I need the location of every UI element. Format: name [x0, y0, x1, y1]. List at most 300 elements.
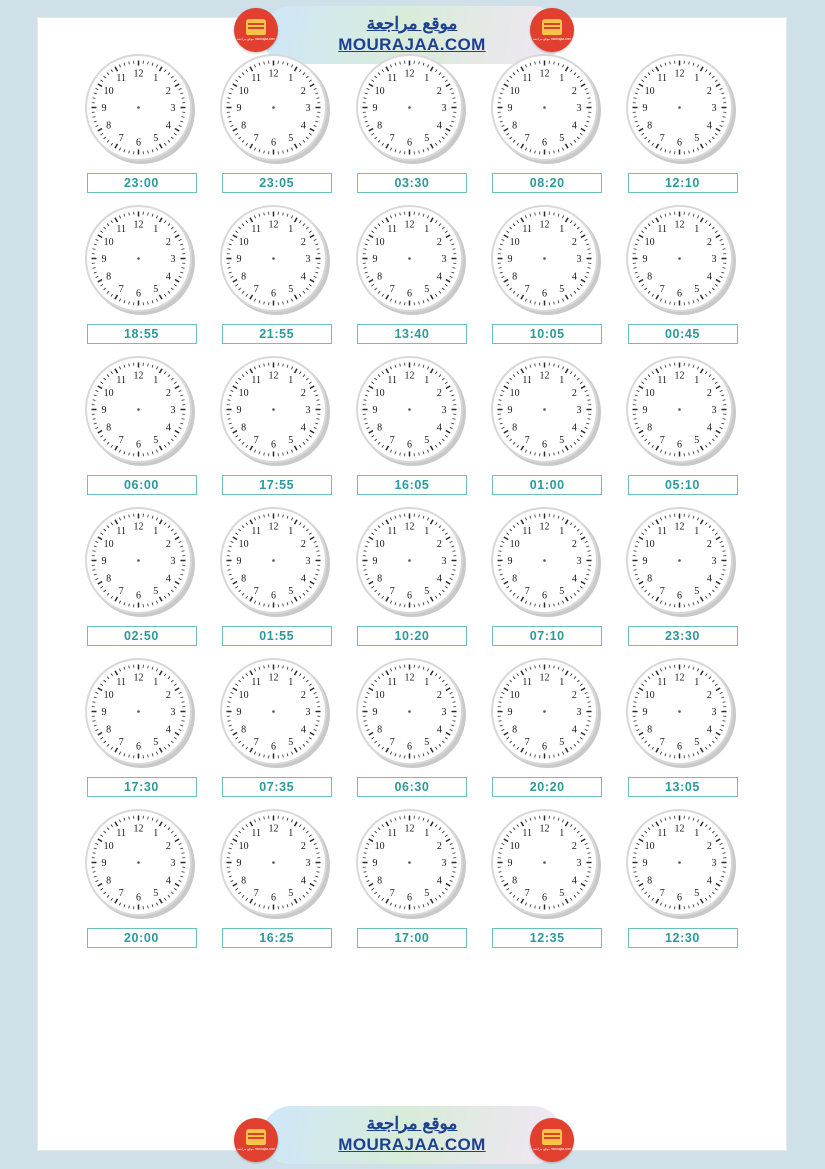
svg-text:4: 4 [436, 271, 442, 283]
svg-text:8: 8 [511, 271, 517, 283]
svg-text:1: 1 [694, 224, 700, 236]
clock-face [491, 658, 604, 771]
worksheet-sheet [38, 14, 786, 1154]
svg-text:2: 2 [571, 85, 577, 97]
svg-text:10: 10 [238, 387, 249, 399]
svg-text:9: 9 [642, 858, 648, 870]
svg-text:7: 7 [254, 132, 259, 144]
clock-dial [491, 507, 598, 614]
svg-text:5: 5 [153, 887, 159, 899]
time-label: 20:20 [492, 777, 602, 797]
svg-text:8: 8 [376, 724, 382, 736]
svg-text:8: 8 [647, 120, 653, 132]
clock-row [78, 356, 746, 495]
clock-face [356, 54, 469, 167]
clock-cell [78, 54, 205, 193]
svg-text:4: 4 [436, 724, 442, 736]
svg-text:12: 12 [404, 672, 414, 684]
clock-face [85, 809, 198, 922]
svg-text:11: 11 [522, 526, 532, 538]
time-label: 03:30 [357, 173, 467, 193]
clock-face [356, 507, 469, 620]
svg-text:11: 11 [251, 224, 262, 236]
clock-cell [349, 54, 476, 193]
site-logo-icon [234, 1118, 278, 1162]
svg-text:8: 8 [376, 875, 382, 887]
svg-text:12: 12 [268, 672, 279, 684]
svg-text:3: 3 [441, 103, 446, 115]
svg-text:11: 11 [522, 677, 532, 689]
svg-text:8: 8 [241, 875, 247, 887]
time-label: 02:50 [87, 626, 197, 646]
clock-face [85, 205, 198, 318]
svg-text:8: 8 [106, 724, 112, 736]
svg-text:1: 1 [423, 526, 429, 538]
svg-text:10: 10 [644, 840, 655, 852]
svg-text:10: 10 [509, 689, 520, 701]
svg-text:6: 6 [677, 288, 682, 300]
svg-text:5: 5 [153, 736, 159, 748]
svg-text:4: 4 [571, 875, 577, 887]
svg-text:7: 7 [659, 132, 665, 144]
svg-text:3: 3 [711, 405, 717, 417]
clock-cell [349, 356, 476, 495]
clock-dial [356, 507, 463, 614]
svg-text:6: 6 [271, 439, 277, 451]
svg-text:4: 4 [706, 422, 712, 434]
svg-text:11: 11 [251, 677, 262, 689]
logo-mark-icon [542, 1129, 562, 1145]
svg-text:10: 10 [238, 236, 249, 248]
clock-row [78, 54, 746, 193]
svg-text:4: 4 [165, 573, 171, 585]
svg-text:3: 3 [441, 556, 446, 568]
clock-cell [349, 809, 476, 948]
svg-text:11: 11 [657, 526, 668, 538]
svg-text:9: 9 [101, 556, 107, 568]
svg-text:11: 11 [522, 828, 532, 840]
svg-text:12: 12 [133, 370, 144, 382]
svg-text:12: 12 [133, 823, 144, 835]
clock-dial [220, 54, 327, 161]
svg-text:2: 2 [706, 85, 712, 97]
svg-text:8: 8 [511, 422, 517, 434]
svg-text:6: 6 [136, 137, 141, 149]
svg-text:1: 1 [153, 828, 159, 840]
svg-text:5: 5 [423, 434, 429, 446]
svg-text:3: 3 [305, 405, 311, 417]
svg-text:4: 4 [436, 875, 442, 887]
svg-text:6: 6 [541, 439, 547, 451]
svg-text:12: 12 [674, 672, 685, 684]
clock-row [78, 507, 746, 646]
clock-dial [626, 809, 733, 916]
clock-face [626, 658, 739, 771]
svg-text:7: 7 [524, 434, 530, 446]
logo-caption: موقع مراجعة mourajaa.com [532, 37, 572, 41]
time-label: 10:05 [492, 324, 602, 344]
time-label: 06:00 [87, 475, 197, 495]
svg-text:7: 7 [659, 736, 665, 748]
svg-text:6: 6 [271, 288, 277, 300]
svg-text:11: 11 [116, 526, 127, 538]
clock-cell [213, 54, 340, 193]
svg-text:6: 6 [406, 439, 412, 451]
logo-mark-icon [246, 1129, 266, 1145]
svg-text:10: 10 [509, 538, 520, 550]
svg-text:6: 6 [136, 741, 141, 753]
time-label: 17:00 [357, 928, 467, 948]
svg-text:11: 11 [251, 526, 262, 538]
svg-text:5: 5 [694, 283, 700, 295]
svg-text:11: 11 [386, 677, 397, 689]
svg-text:12: 12 [268, 370, 279, 382]
clock-dial [626, 658, 733, 765]
svg-text:2: 2 [165, 85, 171, 97]
svg-text:2: 2 [301, 236, 307, 248]
svg-text:10: 10 [644, 85, 655, 97]
clock-cell [484, 658, 611, 797]
svg-text:1: 1 [288, 526, 294, 538]
svg-text:12: 12 [404, 370, 414, 382]
svg-text:7: 7 [254, 585, 259, 597]
svg-text:3: 3 [170, 254, 176, 266]
svg-text:1: 1 [694, 526, 700, 538]
svg-text:6: 6 [136, 439, 141, 451]
time-label: 10:20 [357, 626, 467, 646]
svg-text:11: 11 [116, 375, 127, 387]
site-logo-icon [234, 8, 278, 52]
svg-text:7: 7 [659, 585, 665, 597]
svg-text:1: 1 [559, 224, 564, 236]
svg-text:4: 4 [436, 120, 442, 132]
time-label: 07:10 [492, 626, 602, 646]
svg-text:9: 9 [507, 103, 513, 115]
svg-text:9: 9 [236, 405, 242, 417]
time-label: 00:45 [628, 324, 738, 344]
svg-text:6: 6 [541, 590, 547, 602]
svg-text:3: 3 [170, 405, 176, 417]
svg-text:2: 2 [165, 689, 171, 701]
svg-text:5: 5 [288, 132, 294, 144]
svg-text:7: 7 [118, 132, 124, 144]
svg-text:6: 6 [677, 741, 682, 753]
time-label: 07:35 [222, 777, 332, 797]
svg-text:6: 6 [541, 288, 547, 300]
svg-text:4: 4 [571, 573, 577, 585]
site-logo-icon [530, 1118, 574, 1162]
svg-text:12: 12 [133, 521, 144, 533]
time-label: 12:35 [492, 928, 602, 948]
svg-text:3: 3 [576, 858, 582, 870]
clock-face [491, 205, 604, 318]
svg-text:8: 8 [106, 573, 112, 585]
clock-face [220, 507, 333, 620]
svg-text:10: 10 [374, 236, 385, 248]
svg-text:10: 10 [374, 85, 385, 97]
clock-grid [78, 54, 746, 948]
svg-text:12: 12 [133, 68, 144, 80]
clock-cell [78, 205, 205, 344]
svg-text:11: 11 [657, 375, 668, 387]
svg-text:8: 8 [647, 724, 653, 736]
clock-face [220, 809, 333, 922]
svg-text:9: 9 [507, 858, 513, 870]
svg-text:5: 5 [694, 434, 700, 446]
clock-cell [213, 658, 340, 797]
svg-text:6: 6 [406, 137, 412, 149]
svg-text:12: 12 [133, 219, 144, 231]
svg-text:10: 10 [103, 538, 114, 550]
svg-text:10: 10 [103, 387, 114, 399]
svg-text:5: 5 [288, 887, 294, 899]
clock-face [356, 809, 469, 922]
svg-text:9: 9 [236, 556, 242, 568]
svg-text:12: 12 [674, 370, 685, 382]
svg-text:6: 6 [541, 741, 547, 753]
clock-face [356, 658, 469, 771]
svg-text:8: 8 [241, 120, 247, 132]
svg-text:11: 11 [657, 73, 668, 85]
svg-text:3: 3 [441, 405, 446, 417]
svg-text:1: 1 [288, 375, 294, 387]
svg-text:5: 5 [559, 887, 564, 899]
svg-text:1: 1 [559, 677, 564, 689]
clock-dial [85, 54, 192, 161]
svg-text:8: 8 [241, 422, 247, 434]
svg-text:1: 1 [288, 828, 294, 840]
svg-text:12: 12 [133, 672, 144, 684]
svg-text:9: 9 [372, 707, 377, 719]
time-label: 13:40 [357, 324, 467, 344]
svg-text:9: 9 [642, 707, 648, 719]
svg-text:4: 4 [571, 271, 577, 283]
svg-text:8: 8 [106, 422, 112, 434]
svg-text:11: 11 [386, 828, 397, 840]
svg-text:7: 7 [389, 887, 395, 899]
svg-text:2: 2 [301, 538, 307, 550]
clock-dial [626, 205, 733, 312]
clock-dial [85, 356, 192, 463]
svg-text:3: 3 [305, 858, 311, 870]
svg-text:8: 8 [241, 573, 247, 585]
site-logo-icon [530, 8, 574, 52]
svg-text:9: 9 [642, 556, 648, 568]
svg-text:1: 1 [288, 73, 294, 85]
svg-text:1: 1 [423, 677, 429, 689]
svg-text:2: 2 [706, 387, 712, 399]
svg-text:4: 4 [301, 724, 307, 736]
svg-text:11: 11 [522, 375, 532, 387]
clock-dial [220, 809, 327, 916]
svg-text:6: 6 [136, 892, 141, 904]
svg-text:12: 12 [674, 823, 685, 835]
svg-text:9: 9 [507, 707, 513, 719]
svg-text:2: 2 [436, 840, 442, 852]
svg-text:8: 8 [647, 573, 653, 585]
svg-text:3: 3 [170, 707, 176, 719]
svg-text:6: 6 [136, 288, 141, 300]
logo-mark-icon [542, 19, 562, 35]
clock-dial [356, 658, 463, 765]
svg-text:10: 10 [374, 689, 385, 701]
time-label: 13:05 [628, 777, 738, 797]
clock-face [220, 54, 333, 167]
svg-text:3: 3 [711, 556, 717, 568]
svg-text:7: 7 [118, 585, 124, 597]
clock-cell [349, 205, 476, 344]
svg-text:7: 7 [524, 736, 530, 748]
svg-text:11: 11 [657, 677, 668, 689]
svg-text:11: 11 [386, 526, 397, 538]
svg-text:1: 1 [559, 73, 564, 85]
svg-text:2: 2 [165, 387, 171, 399]
svg-text:6: 6 [677, 892, 682, 904]
svg-text:8: 8 [241, 724, 247, 736]
svg-text:6: 6 [677, 590, 682, 602]
time-label: 05:10 [628, 475, 738, 495]
svg-text:12: 12 [539, 823, 550, 835]
svg-text:4: 4 [165, 271, 171, 283]
svg-text:5: 5 [559, 434, 564, 446]
clock-face [220, 658, 333, 771]
clock-face [626, 54, 739, 167]
clock-dial [491, 54, 598, 161]
clock-cell [213, 809, 340, 948]
svg-text:7: 7 [118, 434, 124, 446]
svg-text:7: 7 [118, 887, 124, 899]
svg-text:8: 8 [511, 120, 517, 132]
svg-text:9: 9 [236, 254, 242, 266]
svg-text:8: 8 [647, 422, 653, 434]
svg-text:10: 10 [644, 538, 655, 550]
svg-text:7: 7 [254, 736, 259, 748]
time-label: 17:55 [222, 475, 332, 495]
clock-cell [78, 356, 205, 495]
svg-text:7: 7 [524, 585, 530, 597]
header-brand-url: MOURAJAA.COM [338, 34, 486, 54]
clock-cell [78, 658, 205, 797]
time-label: 23:05 [222, 173, 332, 193]
clock-cell [78, 809, 205, 948]
svg-text:2: 2 [571, 387, 577, 399]
svg-text:9: 9 [236, 858, 242, 870]
clock-dial [356, 356, 463, 463]
svg-text:7: 7 [389, 736, 395, 748]
svg-text:4: 4 [301, 875, 307, 887]
svg-text:1: 1 [694, 375, 700, 387]
svg-text:10: 10 [238, 538, 249, 550]
clock-dial [491, 809, 598, 916]
svg-text:10: 10 [238, 840, 249, 852]
svg-text:7: 7 [389, 283, 395, 295]
svg-text:5: 5 [559, 736, 564, 748]
svg-text:9: 9 [101, 405, 107, 417]
svg-text:8: 8 [647, 271, 653, 283]
svg-text:5: 5 [288, 585, 294, 597]
svg-text:3: 3 [305, 103, 311, 115]
svg-text:1: 1 [423, 375, 429, 387]
svg-text:3: 3 [576, 707, 582, 719]
svg-text:11: 11 [116, 828, 127, 840]
svg-text:1: 1 [694, 73, 700, 85]
svg-text:5: 5 [423, 887, 429, 899]
svg-text:11: 11 [657, 224, 668, 236]
svg-text:2: 2 [706, 236, 712, 248]
svg-text:12: 12 [539, 68, 550, 80]
time-label: 21:55 [222, 324, 332, 344]
svg-text:3: 3 [441, 707, 446, 719]
svg-text:1: 1 [694, 677, 700, 689]
clock-face [491, 507, 604, 620]
svg-text:4: 4 [301, 120, 307, 132]
svg-text:1: 1 [423, 828, 429, 840]
svg-text:9: 9 [372, 254, 377, 266]
svg-text:3: 3 [441, 254, 446, 266]
clock-cell [484, 507, 611, 646]
clock-dial [356, 205, 463, 312]
clock-row [78, 205, 746, 344]
svg-text:3: 3 [305, 707, 311, 719]
svg-text:3: 3 [576, 254, 582, 266]
clock-cell [484, 205, 611, 344]
clock-cell [619, 54, 746, 193]
svg-text:2: 2 [571, 840, 577, 852]
svg-text:3: 3 [170, 556, 176, 568]
svg-text:9: 9 [642, 254, 648, 266]
svg-text:7: 7 [254, 887, 259, 899]
clock-dial [220, 507, 327, 614]
svg-text:12: 12 [674, 521, 685, 533]
svg-text:4: 4 [436, 573, 442, 585]
clock-face [491, 54, 604, 167]
logo-caption: موقع مراجعة mourajaa.com [236, 1147, 276, 1151]
svg-text:4: 4 [706, 573, 712, 585]
clock-cell [349, 658, 476, 797]
clock-face [85, 507, 198, 620]
svg-text:5: 5 [288, 283, 294, 295]
svg-text:10: 10 [103, 85, 114, 97]
clock-face [626, 205, 739, 318]
svg-text:12: 12 [268, 823, 279, 835]
svg-text:10: 10 [374, 538, 385, 550]
svg-text:10: 10 [238, 85, 249, 97]
svg-text:8: 8 [106, 271, 112, 283]
svg-text:11: 11 [251, 73, 262, 85]
clock-cell [619, 356, 746, 495]
svg-text:4: 4 [706, 120, 712, 132]
svg-text:3: 3 [711, 103, 717, 115]
svg-text:9: 9 [101, 858, 107, 870]
svg-text:4: 4 [165, 875, 171, 887]
svg-text:10: 10 [238, 689, 249, 701]
clock-cell [213, 507, 340, 646]
svg-text:10: 10 [644, 689, 655, 701]
clock-dial [220, 356, 327, 463]
clock-face [356, 356, 469, 469]
svg-text:2: 2 [301, 840, 307, 852]
svg-text:10: 10 [509, 840, 520, 852]
svg-text:12: 12 [404, 68, 414, 80]
svg-text:4: 4 [165, 724, 171, 736]
svg-text:8: 8 [376, 422, 382, 434]
svg-text:4: 4 [301, 422, 307, 434]
clock-dial [85, 205, 192, 312]
header-brand-arabic: موقع مراجعة [366, 14, 458, 34]
svg-text:3: 3 [305, 254, 311, 266]
svg-text:9: 9 [507, 254, 513, 266]
svg-text:9: 9 [372, 405, 377, 417]
